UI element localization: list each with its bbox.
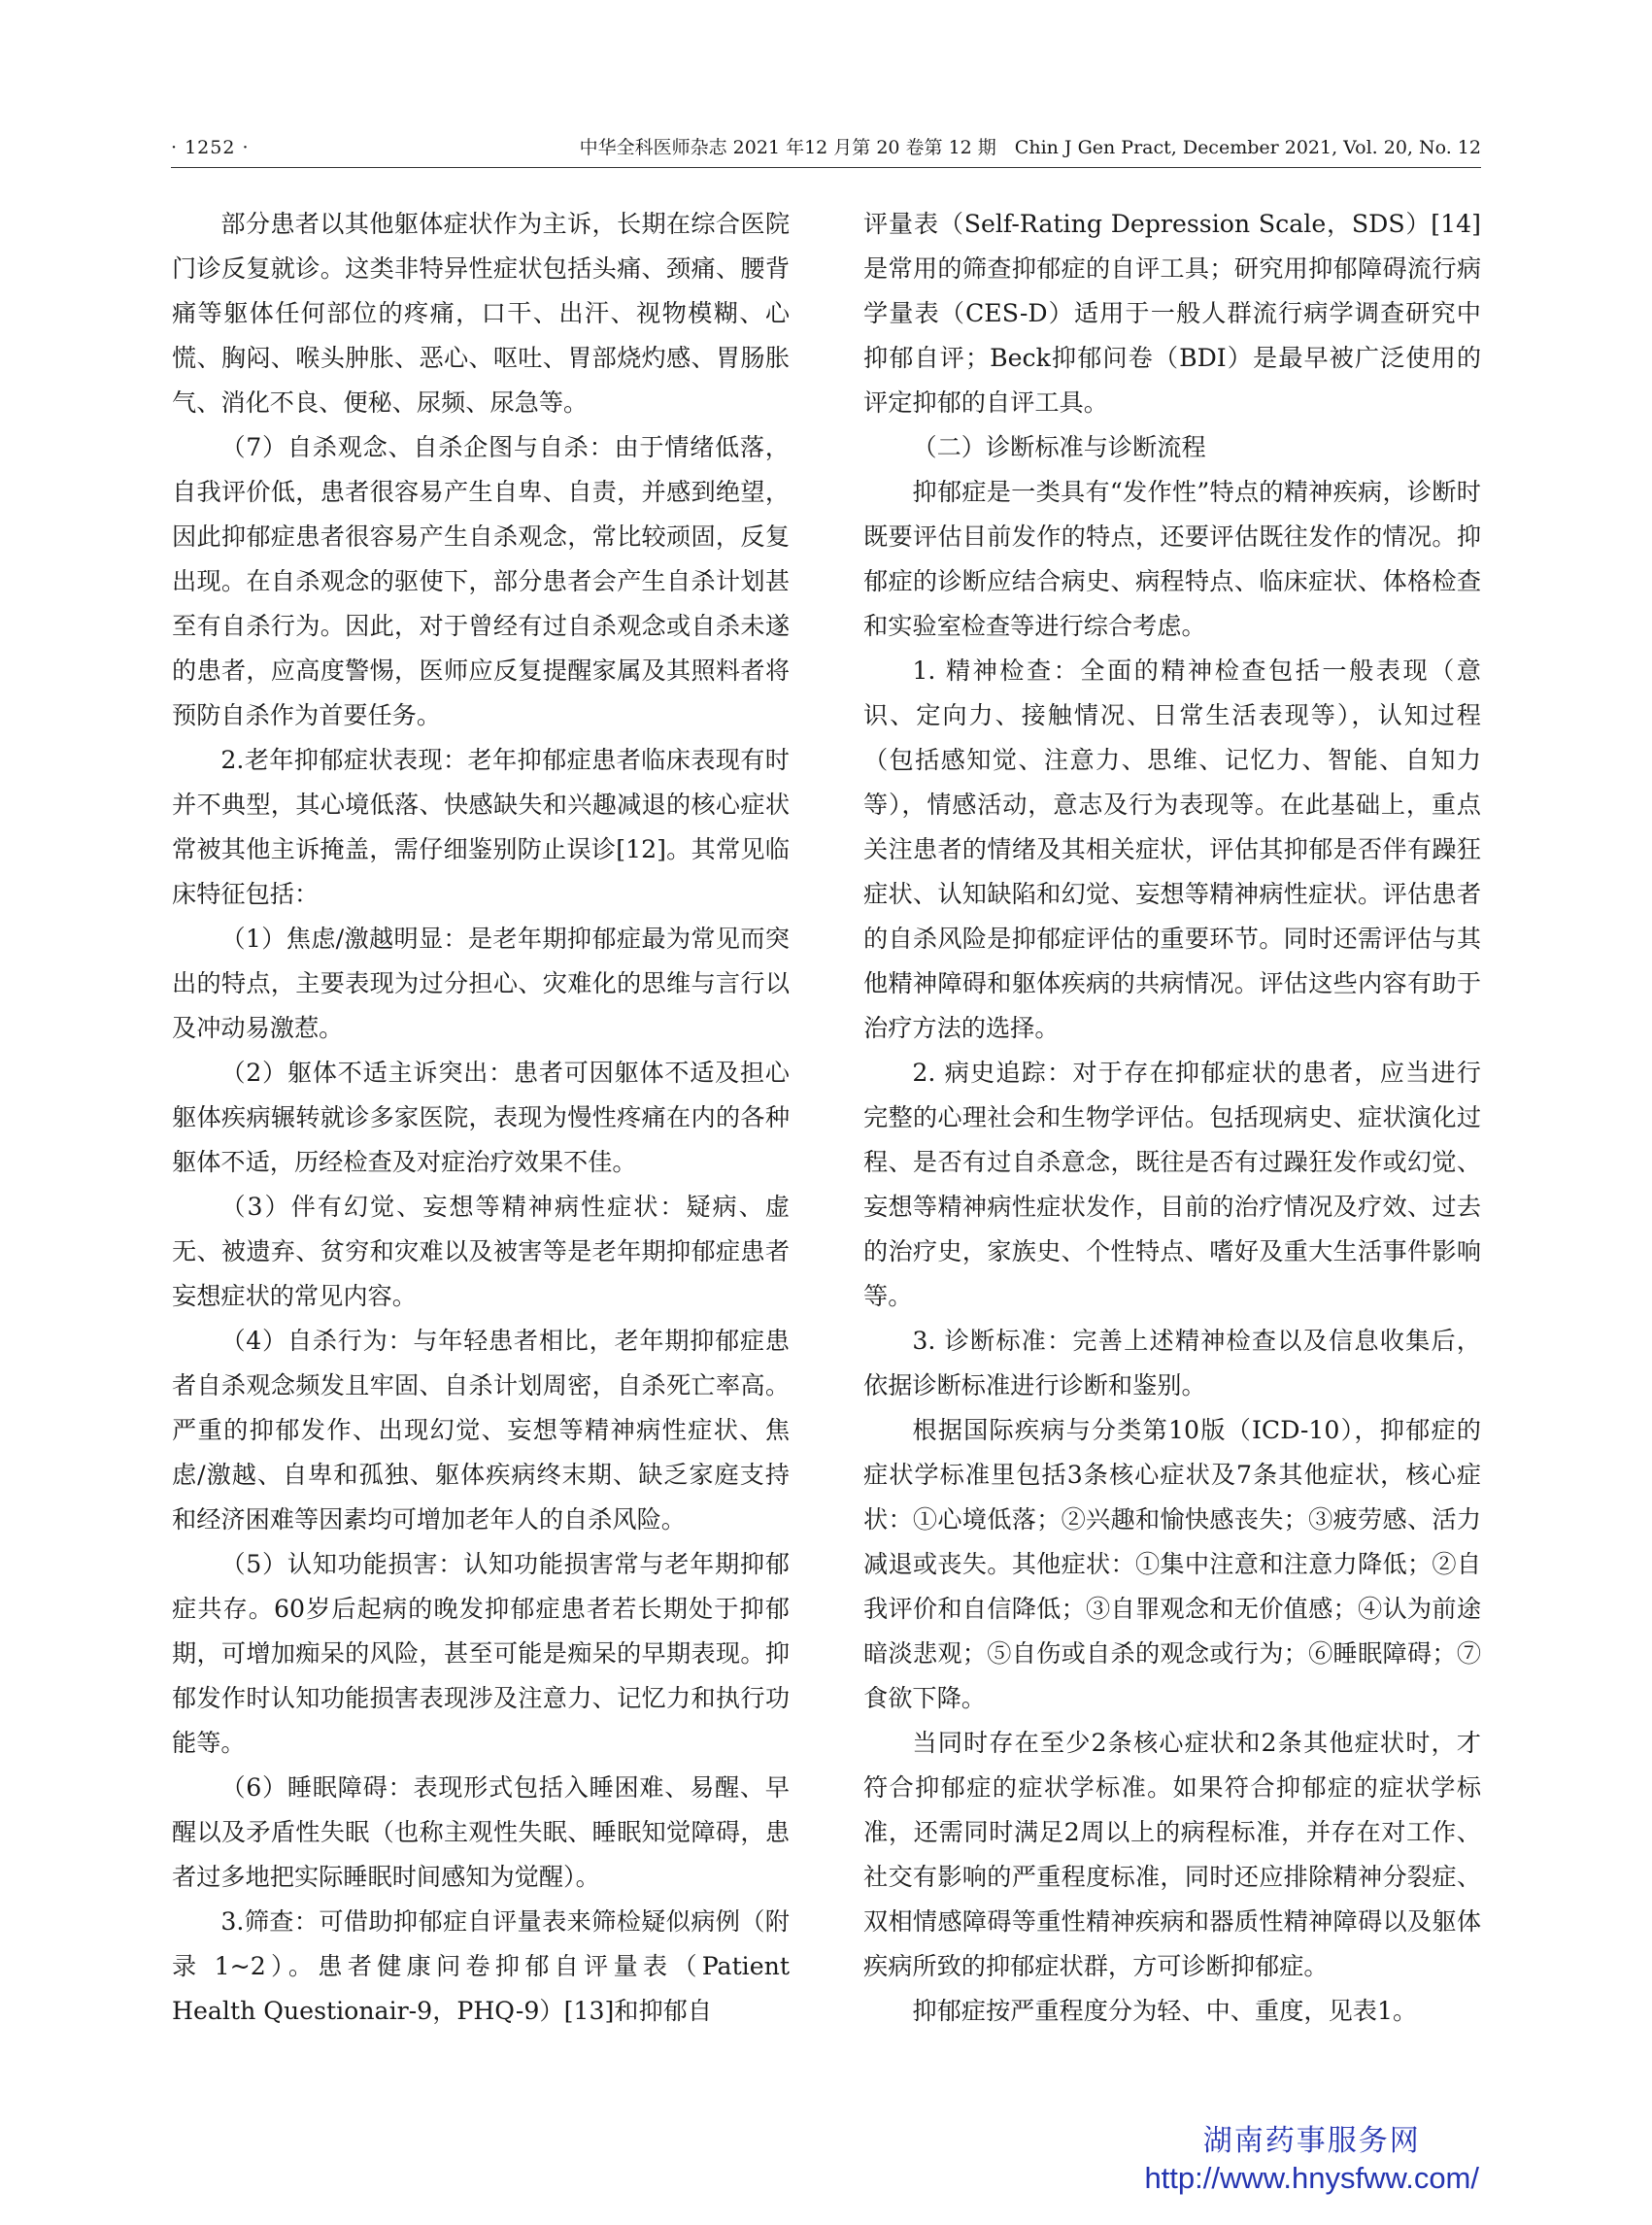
journal-citation: 中华全科医师杂志 2021 年12 月第 20 卷第 12 期 Chin J Gen Pract, December 2021, Vol. 20, No. 12 [579, 137, 1481, 158]
paragraph: （1）焦虑/激越明显：是老年期抑郁症最为常见而突出的特点，主要表现为过分担心、灾难化的思维与言行以及冲动易激惹。 [172, 925, 790, 1042]
watermark-url[interactable]: http://www.hnysfww.com/ [1144, 2161, 1479, 2195]
right-column [863, 202, 1481, 2034]
page-number: · 1252 · [171, 137, 250, 158]
paragraph: 根据国际疾病与分类第10版（ICD-10），抑郁症的症状学标准里包括3条核心症状及7条其他症状，核心症状：①心境低落；②兴趣和愉快感丧失；③疲劳感、活力减退或丧失。其他症状：①集中注意和注意力降低；②自我评价和自信降低；③自罪观念和无价值感；④认为前途暗淡悲观；⑤自伤或自杀的观念或行为；⑥睡眠障碍；⑦食欲下降。 [863, 1416, 1481, 1712]
paragraph: （5）认知功能损害：认知功能损害常与老年期抑郁症共存。60岁后起病的晚发抑郁症患者若长期处于抑郁期，可增加痴呆的风险，甚至可能是痴呆的早期表现。抑郁发作时认知功能损害表现涉及注意力、记忆力和执行功能等。 [172, 1550, 790, 1757]
paragraph: 2.老年抑郁症状表现：老年抑郁症患者临床表现有时并不典型，其心境低落、快感缺失和兴趣减退的核心症状常被其他主诉掩盖，需仔细鉴别防止误诊[12]。其常见临床特征包括： [172, 746, 790, 908]
paragraph: （2）躯体不适主诉突出：患者可因躯体不适及担心躯体疾病辗转就诊多家医院，表现为慢性疼痛在内的各种躯体不适，历经检查及对症治疗效果不佳。 [172, 1059, 790, 1176]
paragraph: （7）自杀观念、自杀企图与自杀：由于情绪低落，自我评价低，患者很容易产生自卑、自责，并感到绝望，因此抑郁症患者很容易产生自杀观念，常比较顽固，反复出现。在自杀观念的驱使下，部分患者会产生自杀计划甚至有自杀行为。因此，对于曾经有过自杀观念或自杀未遂的患者，应高度警惕，医师应反复提醒家属及其照料者将预防自杀作为首要任务。 [172, 433, 790, 729]
paragraph: 2. 病史追踪：对于存在抑郁症状的患者，应当进行完整的心理社会和生物学评估。包括现病史、症状演化过程、是否有过自杀意念，既往是否有过躁狂发作或幻觉、妄想等精神病性症状发作，目前的治疗情况及疗效、过去的治疗史，家族史、个性特点、嗜好及重大生活事件影响等。 [863, 1059, 1481, 1310]
paragraph: （4）自杀行为：与年轻患者相比，老年期抑郁症患者自杀观念频发且牢固、自杀计划周密，自杀死亡率高。严重的抑郁发作、出现幻觉、妄想等精神病性症状、焦虑/激越、自卑和孤独、躯体疾病终末期、缺乏家庭支持和经济困难等因素均可增加老年人的自杀风险。 [172, 1327, 790, 1534]
section-heading: （二）诊断标准与诊断流程 [912, 433, 1206, 461]
paragraph: 当同时存在至少2条核心症状和2条其他症状时，才符合抑郁症的症状学标准。如果符合抑郁症的症状学标准，还需同时满足2周以上的病程标准，并存在对工作、社交有影响的严重程度标准，同时还应排除精神分裂症、双相情感障碍等重性精神疾病和器质性精神障碍以及躯体疾病所致的抑郁症状群，方可诊断抑郁症。 [863, 1729, 1481, 1980]
paragraph: 抑郁症是一类具有“发作性”特点的精神疾病，诊断时既要评估目前发作的特点，还要评估既往发作的情况。抑郁症的诊断应结合病史、病程特点、临床症状、体格检查和实验室检查等进行综合考虑。 [863, 478, 1481, 640]
paragraph: 评量表（Self-Rating Depression Scale，SDS）[14]是常用的筛查抑郁症的自评工具；研究用抑郁障碍流行病学量表（CES-D）适用于一般人群流行病学调查研究中抑郁自评；Beck抑郁问卷（BDI）是最早被广泛使用的评定抑郁的自评工具。 [863, 210, 1481, 417]
paragraph: （6）睡眠障碍：表现形式包括入睡困难、易醒、早醒以及矛盾性失眠（也称主观性失眠、睡眠知觉障碍，患者过多地把实际睡眠时间感知为觉醒）。 [172, 1773, 790, 1891]
watermark-site-name: 湖南药事服务网 [1202, 2125, 1421, 2157]
paragraph: （3）伴有幻觉、妄想等精神病性症状：疑病、虚无、被遗弃、贫穷和灾难以及被害等是老年期抑郁症患者妄想症状的常见内容。 [172, 1193, 790, 1310]
paragraph: 3.筛查：可借助抑郁症自评量表来筛检疑似病例（附录 1~2）。患者健康问卷抑郁自评量表（Patient Health Questionair-9，PHQ-9）[13]和抑郁自 [172, 1907, 790, 2025]
paragraph: 1. 精神检查：全面的精神检查包括一般表现（意识、定向力、接触情况、日常生活表现等），认知过程（包括感知觉、注意力、思维、记忆力、智能、自知力等），情感活动，意志及行为表现等。在此基础上，重点关注患者的情绪及其相关症状，评估其抑郁是否伴有躁狂症状、认知缺陷和幻觉、妄想等精神病性症状。评估患者的自杀风险是抑郁症评估的重要环节。同时还需评估与其他精神障碍和躯体疾病的共病情况。评估这些内容有助于治疗方法的选择。 [863, 657, 1481, 1042]
header-rule [171, 167, 1481, 168]
running-header [171, 132, 1481, 163]
paragraph: 抑郁症按严重程度分为轻、中、重度，见表1。 [912, 1997, 1418, 2025]
site-watermark [1144, 2123, 1479, 2197]
left-column [172, 202, 790, 2034]
paragraph: 3. 诊断标准：完善上述精神检查以及信息收集后，依据诊断标准进行诊断和鉴别。 [863, 1327, 1481, 1399]
paragraph: 部分患者以其他躯体症状作为主诉，长期在综合医院门诊反复就诊。这类非特异性症状包括头痛、颈痛、腰背痛等躯体任何部位的疼痛，口干、出汗、视物模糊、心慌、胸闷、喉头肿胀、恶心、呕吐、胃部烧灼感、胃肠胀气、消化不良、便秘、尿频、尿急等。 [172, 210, 790, 417]
